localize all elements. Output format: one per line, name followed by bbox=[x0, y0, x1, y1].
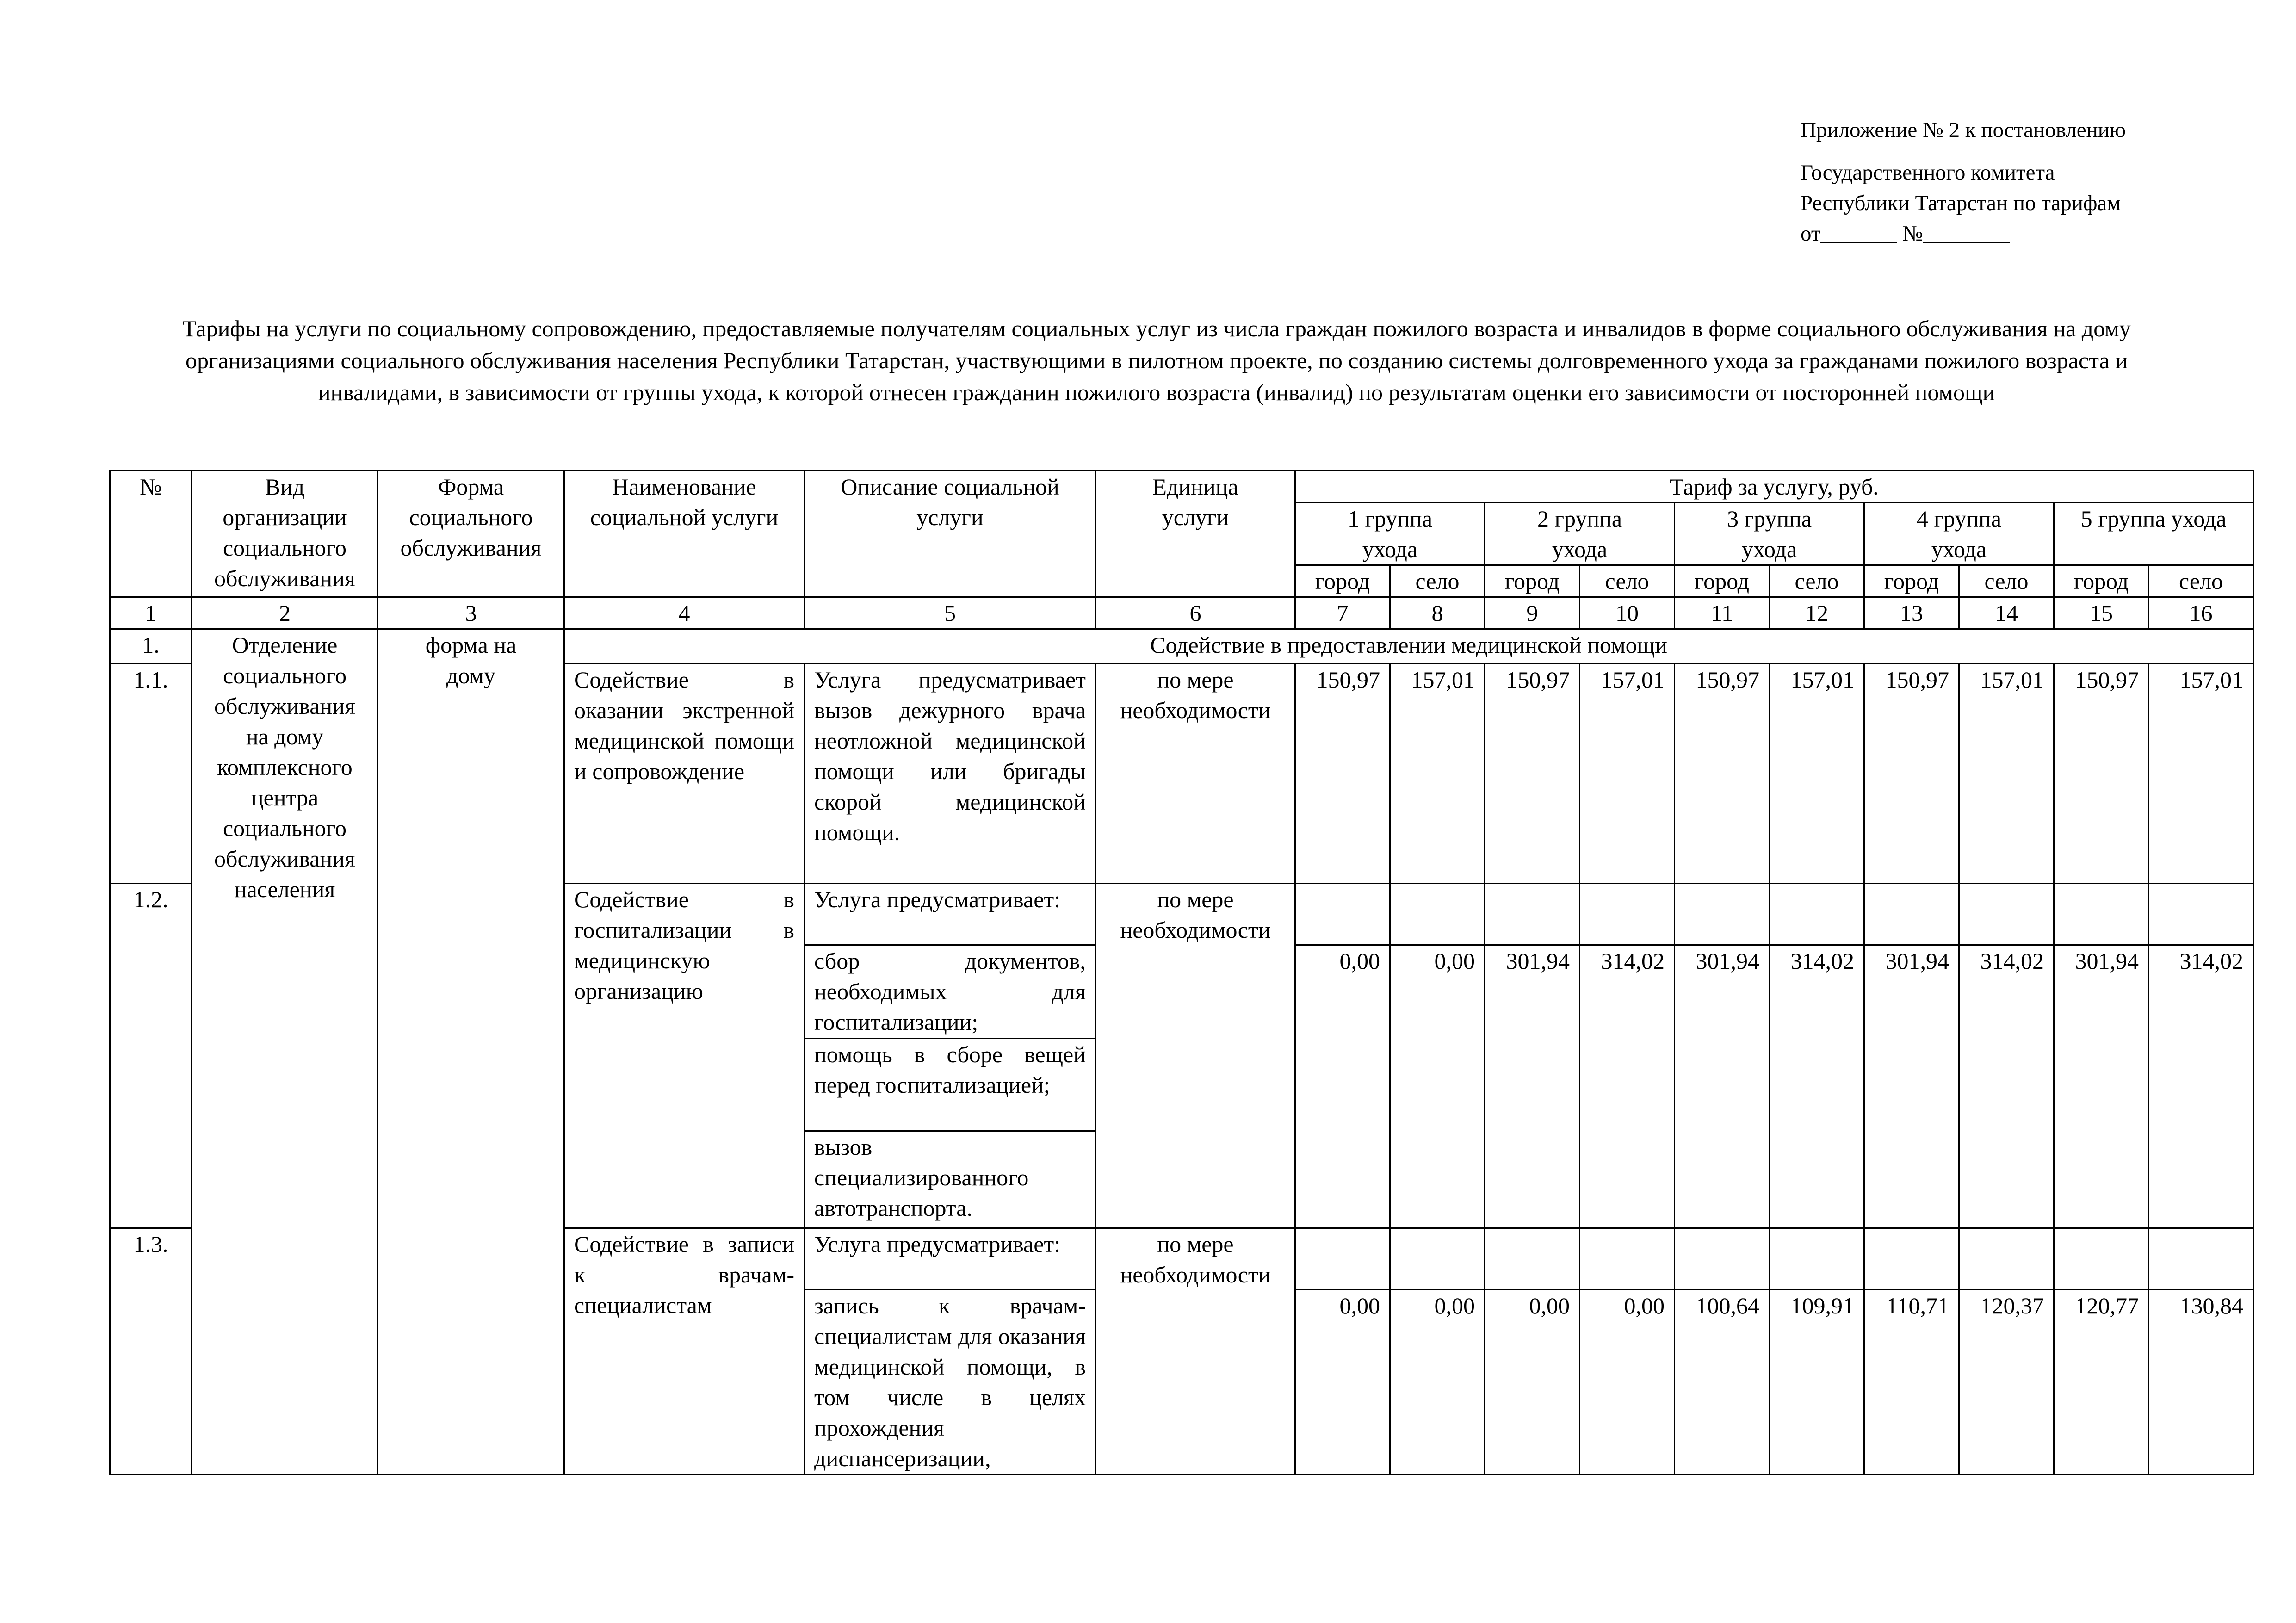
col-number: 5 bbox=[805, 597, 1096, 629]
col-number: 6 bbox=[1096, 597, 1295, 629]
tariff-cell: 120,77 bbox=[2054, 1290, 2149, 1474]
service-name: Содействие в записи к врачам-специалистам bbox=[564, 1228, 805, 1474]
header-num: № bbox=[110, 471, 192, 597]
section-num: 1. bbox=[110, 629, 192, 664]
row-num: 1.2. bbox=[110, 884, 192, 1228]
appendix-line-2: Государственного комитета bbox=[1801, 161, 2055, 185]
col-number: 1 bbox=[110, 597, 192, 629]
col-number: 4 bbox=[564, 597, 805, 629]
header-village: село bbox=[1580, 565, 1675, 597]
service-unit: по мере необходимости bbox=[1096, 884, 1295, 1228]
tariff-cell: 314,02 bbox=[1770, 945, 1864, 1228]
tariff-cell: 110,71 bbox=[1864, 1290, 1959, 1474]
service-name: Содействие в оказании экстренной медицинской помощи и сопровождение bbox=[564, 664, 805, 884]
tariff-cell: 314,02 bbox=[1959, 945, 2054, 1228]
service-description: вызов специализированного автотранспорта. bbox=[805, 1131, 1096, 1228]
tariff-cell: 157,01 bbox=[1580, 664, 1675, 884]
service-form: форма на дому bbox=[378, 629, 564, 1474]
col-number: 9 bbox=[1485, 597, 1580, 629]
tariff-cell: 314,02 bbox=[2149, 945, 2253, 1228]
tariff-cell: 0,00 bbox=[1580, 1290, 1675, 1474]
header-group-5: 5 группа ухода bbox=[2054, 503, 2253, 565]
col-number: 11 bbox=[1675, 597, 1770, 629]
header-group-2: 2 группа ухода bbox=[1485, 503, 1675, 565]
service-description: помощь в сборе вещей перед госпитализацией; bbox=[805, 1039, 1096, 1131]
tariff-cell: 0,00 bbox=[1295, 1290, 1390, 1474]
col-number: 3 bbox=[378, 597, 564, 629]
tariff-cell: 150,97 bbox=[2054, 664, 2149, 884]
header-city: город bbox=[1675, 565, 1770, 597]
col-number: 15 bbox=[2054, 597, 2149, 629]
service-description-intro: Услуга предусматривает: bbox=[805, 884, 1096, 945]
header-group-3: 3 группа ухода bbox=[1675, 503, 1864, 565]
appendix-line-1: Приложение № 2 к постановлению bbox=[1801, 118, 2126, 142]
tariff-cell: 150,97 bbox=[1675, 664, 1770, 884]
header-group-4: 4 группа ухода bbox=[1864, 503, 2054, 565]
appendix-line-3: Республики Татарстан по тарифам bbox=[1801, 191, 2121, 215]
header-city: город bbox=[1295, 565, 1390, 597]
header-village: село bbox=[1390, 565, 1485, 597]
org-type: Отделение социального обслуживания на дому комплексного центра социального обслуживания населения bbox=[192, 629, 378, 1474]
tariff-cell: 120,37 bbox=[1959, 1290, 2054, 1474]
header-form: Форма социального обслуживания bbox=[378, 471, 564, 597]
service-description-intro: Услуга предусматривает: bbox=[805, 1228, 1096, 1290]
col-number: 16 bbox=[2149, 597, 2253, 629]
tariff-cell: 100,64 bbox=[1675, 1290, 1770, 1474]
col-number: 12 bbox=[1770, 597, 1864, 629]
tariff-cell: 109,91 bbox=[1770, 1290, 1864, 1474]
header-village: село bbox=[1959, 565, 2054, 597]
tariff-cell: 301,94 bbox=[1864, 945, 1959, 1228]
col-number: 7 bbox=[1295, 597, 1390, 629]
header-unit: Единица услуги bbox=[1096, 471, 1295, 597]
tariff-cell: 0,00 bbox=[1485, 1290, 1580, 1474]
header-village: село bbox=[1770, 565, 1864, 597]
tariff-cell: 301,94 bbox=[1485, 945, 1580, 1228]
header-city: город bbox=[1864, 565, 1959, 597]
tariff-cell: 0,00 bbox=[1390, 945, 1485, 1228]
service-description: сбор документов, необходимых для госпитализации; bbox=[805, 945, 1096, 1039]
tariff-cell: 150,97 bbox=[1295, 664, 1390, 884]
header-tariff: Тариф за услугу, руб. bbox=[1295, 471, 2253, 503]
tariff-cell: 157,01 bbox=[1959, 664, 2054, 884]
tariff-table bbox=[109, 470, 2254, 1475]
header-city: город bbox=[2054, 565, 2149, 597]
section-title: Содействие в предоставлении медицинской помощи bbox=[564, 629, 2253, 664]
tariff-cell: 157,01 bbox=[2149, 664, 2253, 884]
row-num: 1.3. bbox=[110, 1228, 192, 1474]
service-unit: по мере необходимости bbox=[1096, 1228, 1295, 1474]
col-number: 13 bbox=[1864, 597, 1959, 629]
tariff-cell: 150,97 bbox=[1485, 664, 1580, 884]
col-number: 10 bbox=[1580, 597, 1675, 629]
appendix-block bbox=[1801, 115, 2126, 249]
tariff-cell: 157,01 bbox=[1390, 664, 1485, 884]
service-description: запись к врачам-специалистам для оказания медицинской помощи, в том числе в целях прохождения диспансеризации, bbox=[805, 1290, 1096, 1474]
header-village: село bbox=[2149, 565, 2253, 597]
tariff-cell: 150,97 bbox=[1864, 664, 1959, 884]
service-name: Содействие в госпитализации в медицинскую организацию bbox=[564, 884, 805, 1228]
row-num: 1.1. bbox=[110, 664, 192, 884]
service-description: Услуга предусматривает вызов дежурного врача неотложной медицинской помощи или бригады скорой медицинской помощи. bbox=[805, 664, 1096, 884]
header-org-type: Вид организации социального обслуживания bbox=[192, 471, 378, 597]
header-description: Описание социальной услуги bbox=[805, 471, 1096, 597]
service-unit: по мере необходимости bbox=[1096, 664, 1295, 884]
tariff-cell: 301,94 bbox=[1675, 945, 1770, 1228]
tariff-cell: 301,94 bbox=[2054, 945, 2149, 1228]
tariff-cell: 0,00 bbox=[1295, 945, 1390, 1228]
tariff-cell: 130,84 bbox=[2149, 1290, 2253, 1474]
tariff-cell: 314,02 bbox=[1580, 945, 1675, 1228]
header-service-name: Наименование социальной услуги bbox=[564, 471, 805, 597]
document-title: Тарифы на услуги по социальному сопровождению, предоставляемые получателям социальных услуг из числа граждан пожилого возраста и инвалидов в форме социального обслуживания на дому организациями социального обслуживания населения Республики Татарстан, участвующими в пилотном проекте, по созданию системы долговременного ухода за гражданами пожилого возраста и инвалидами, в зависимости от группы ухода, к которой отнесен гражданин пожилого возраста (инвалид) по результатам оценки его зависимости от посторонней помощи bbox=[182, 316, 2131, 405]
header-group-1: 1 группа ухода bbox=[1295, 503, 1485, 565]
col-number: 14 bbox=[1959, 597, 2054, 629]
appendix-line-4: от_______ №________ bbox=[1801, 222, 2010, 246]
tariff-cell: 157,01 bbox=[1770, 664, 1864, 884]
tariff-cell: 0,00 bbox=[1390, 1290, 1485, 1474]
col-number: 8 bbox=[1390, 597, 1485, 629]
header-city: город bbox=[1485, 565, 1580, 597]
col-number: 2 bbox=[192, 597, 378, 629]
